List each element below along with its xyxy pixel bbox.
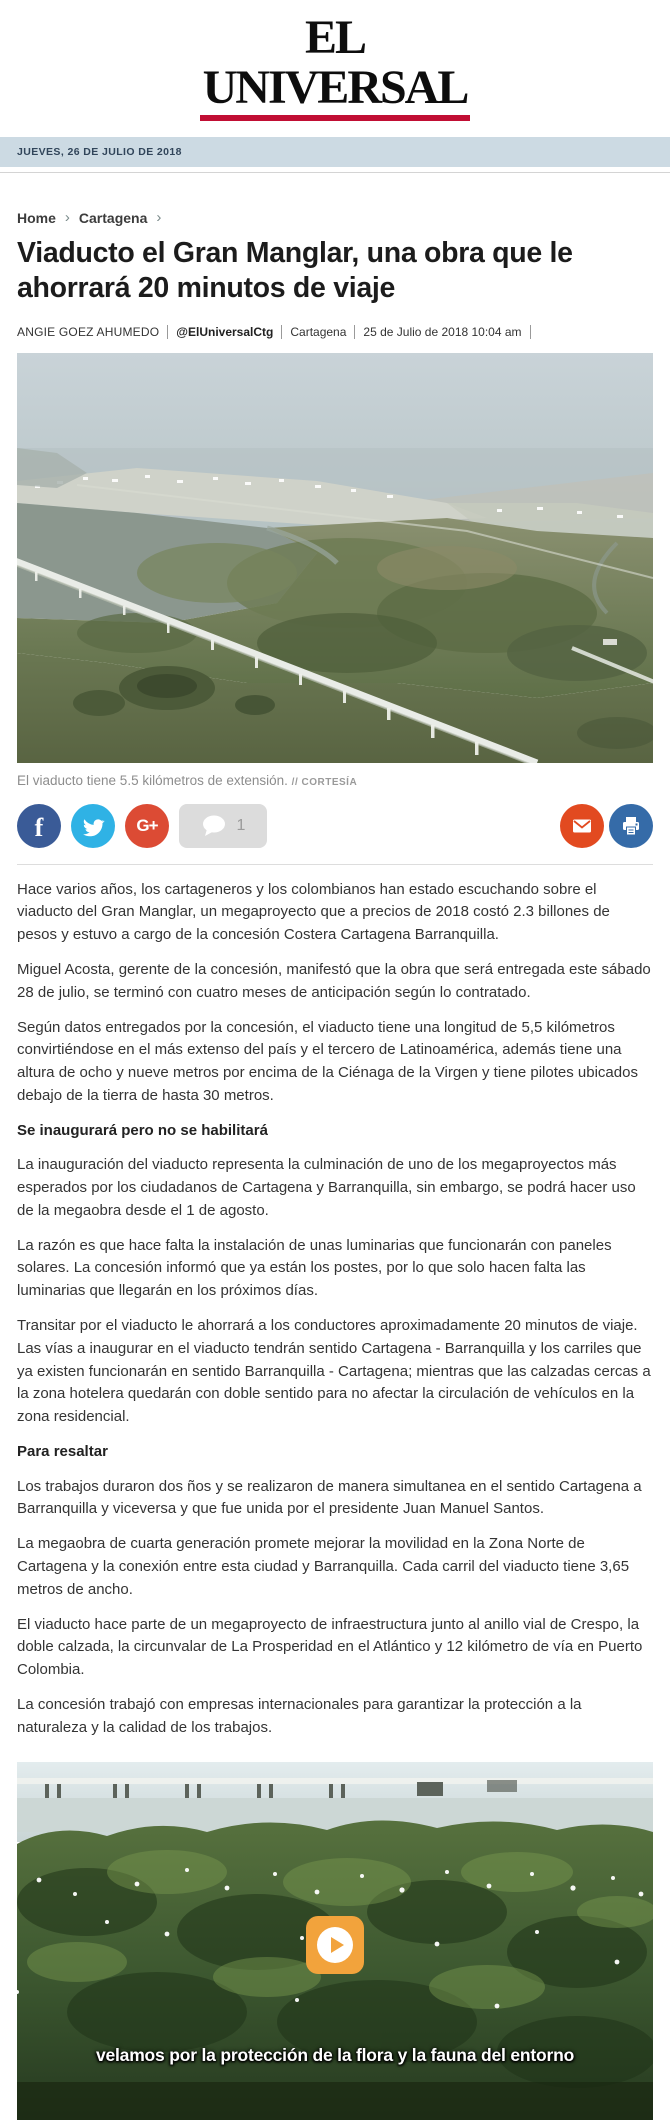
date-bar	[0, 137, 670, 167]
section-heading: Para resaltar	[17, 1443, 108, 1461]
masthead-line1: EL	[304, 11, 365, 64]
share-bar	[17, 804, 653, 848]
breadcrumb	[0, 209, 670, 226]
comment-bubble-icon	[201, 814, 227, 838]
masthead-line2: UNIVERSAL	[200, 64, 471, 121]
play-button[interactable]	[306, 1916, 364, 1974]
article-paragraph: Miguel Acosta, gerente de la concesión, manifestó que la obra que será entregada este sábado 28 de julio, se terminó con cuatro meses de anticipación según lo contratado.	[17, 961, 651, 1001]
breadcrumb-home[interactable]: Home	[17, 209, 56, 226]
byline-datetime: 25 de Julio de 2018 10:04 am	[363, 324, 522, 339]
byline-divider	[281, 325, 282, 339]
byline-section: Cartagena	[290, 324, 347, 339]
chevron-right-icon: ›	[156, 209, 162, 226]
hero-caption-credit: // CORTESÍA	[291, 776, 358, 788]
article-paragraph: Hace varios años, los cartageneros y los colombianos han estado escuchando sobre el viaducto del Gran Manglar, un megaproyecto que a precios de 2018 costó 2.3 billones de pesos y estuvo a cargo de la concesión Costera Cartagena Barranquilla.	[17, 880, 610, 944]
article-paragraph: La concesión trabajó con empresas internacionales para garantizar la protección a la naturaleza y la calidad de los trabajos.	[17, 1695, 582, 1736]
section-heading: Se inaugurará pero no se habilitará	[17, 1121, 268, 1139]
hero-image-viaduct-aerial	[17, 353, 653, 763]
twitter-share-button[interactable]	[71, 804, 115, 848]
twitter-icon	[81, 814, 105, 838]
article-body	[17, 879, 653, 1740]
byline-divider	[167, 325, 168, 339]
masthead-logo-link[interactable]	[200, 11, 471, 121]
email-share-button[interactable]	[560, 804, 604, 848]
page-title: Viaducto el Gran Manglar, una obra que le ahorrará 20 minutos de viaje	[17, 237, 573, 304]
article-paragraph: Según datos entregados por la concesión, el viaducto tiene una longitud de 5,5 kilómetros convirtiéndose en el más extenso del país y el tercero de Latinoamérica, además tiene una altura de ocho y nueve metros por encima de la Ciénaga de la Virgen y tiene pilotes ubicados debajo de la tierra de hasta 30 metros.	[17, 1018, 638, 1104]
video-overlay-caption: velamos por la protección de la flora y la fauna del entorno	[95, 2044, 575, 2065]
date-text: JUEVES, 26 DE JULIO DE 2018	[17, 146, 182, 158]
article-paragraph: El viaducto hace parte de un megaproyecto de infraestructura junto al anillo vial de Crespo, la doble calzada, la circunvalar de La Prosperidad en el Atlántico y 12 kilómetro de vía en Puerto Colombia.	[17, 1615, 643, 1679]
byline	[0, 325, 670, 339]
byline-divider	[530, 325, 531, 339]
hero-caption-text: El viaducto tiene 5.5 kilómetros de extensión.	[17, 772, 288, 788]
facebook-share-button[interactable]	[17, 804, 61, 848]
article-paragraph: Los trabajos duraron dos ños y se realizaron de manera simultanea en el sentido Cartagena a Barranquilla y viceversa y que fue unida por el presidente Juan Manuel Santos.	[17, 1477, 642, 1518]
byline-author: ANGIE GOEZ AHUMEDO	[17, 324, 160, 339]
email-icon	[570, 814, 594, 838]
hero-caption	[17, 773, 653, 788]
video-player[interactable]	[17, 1762, 653, 2120]
comments-button[interactable]	[179, 804, 267, 848]
byline-twitter-handle[interactable]: @ElUniversalCtg	[176, 324, 274, 339]
article-paragraph: La megaobra de cuarta generación promete mejorar la movilidad en la Zona Norte de Cartagena y la conexión entre esta ciudad y Barranquilla. Cada carril del viaducto tiene 3,65 metros de ancho.	[17, 1535, 630, 1598]
breadcrumb-cartagena[interactable]: Cartagena	[78, 209, 148, 226]
article-paragraph: La inauguración del viaducto representa la culminación de uno de los megaproyectos más esperados por los ciudadanos de Cartagena y Barranquilla, sin embargo, se podrá hacer uso de la megaobra desde el 1 de agosto.	[17, 1156, 636, 1219]
article-paragraph: Transitar por el viaducto le ahorrará a los conductores aproximadamente 20 minutos de viaje. Las vías a inaugurar en el viaducto tendrán sentido Cartagena - Barranquilla y los carriles que ya existen funcionarán en sentido Barranquilla - Cartagena; mientras que las calzadas cercas a la zona hotelera quedarán con doble sentido para no afectar la circulación de vehículos en la zona residencial.	[17, 1317, 651, 1426]
header-divider	[0, 172, 670, 173]
facebook-icon: f	[34, 812, 44, 842]
print-icon	[619, 814, 643, 838]
googleplus-icon: G+	[136, 815, 158, 835]
comment-count: 1	[236, 816, 246, 834]
byline-divider	[354, 325, 355, 339]
article-paragraph: La razón es que hace falta la instalación de unas luminarias que funcionarán con paneles solares. La concesión informó que ya están los postes, por lo que solo hacen falta las luminarias que llegarán en los próximos días.	[17, 1236, 612, 1300]
share-divider	[17, 864, 653, 865]
masthead	[0, 0, 670, 137]
googleplus-share-button[interactable]	[125, 804, 169, 848]
chevron-right-icon: ›	[64, 209, 70, 226]
play-icon	[317, 1927, 353, 1963]
print-button[interactable]	[609, 804, 653, 848]
